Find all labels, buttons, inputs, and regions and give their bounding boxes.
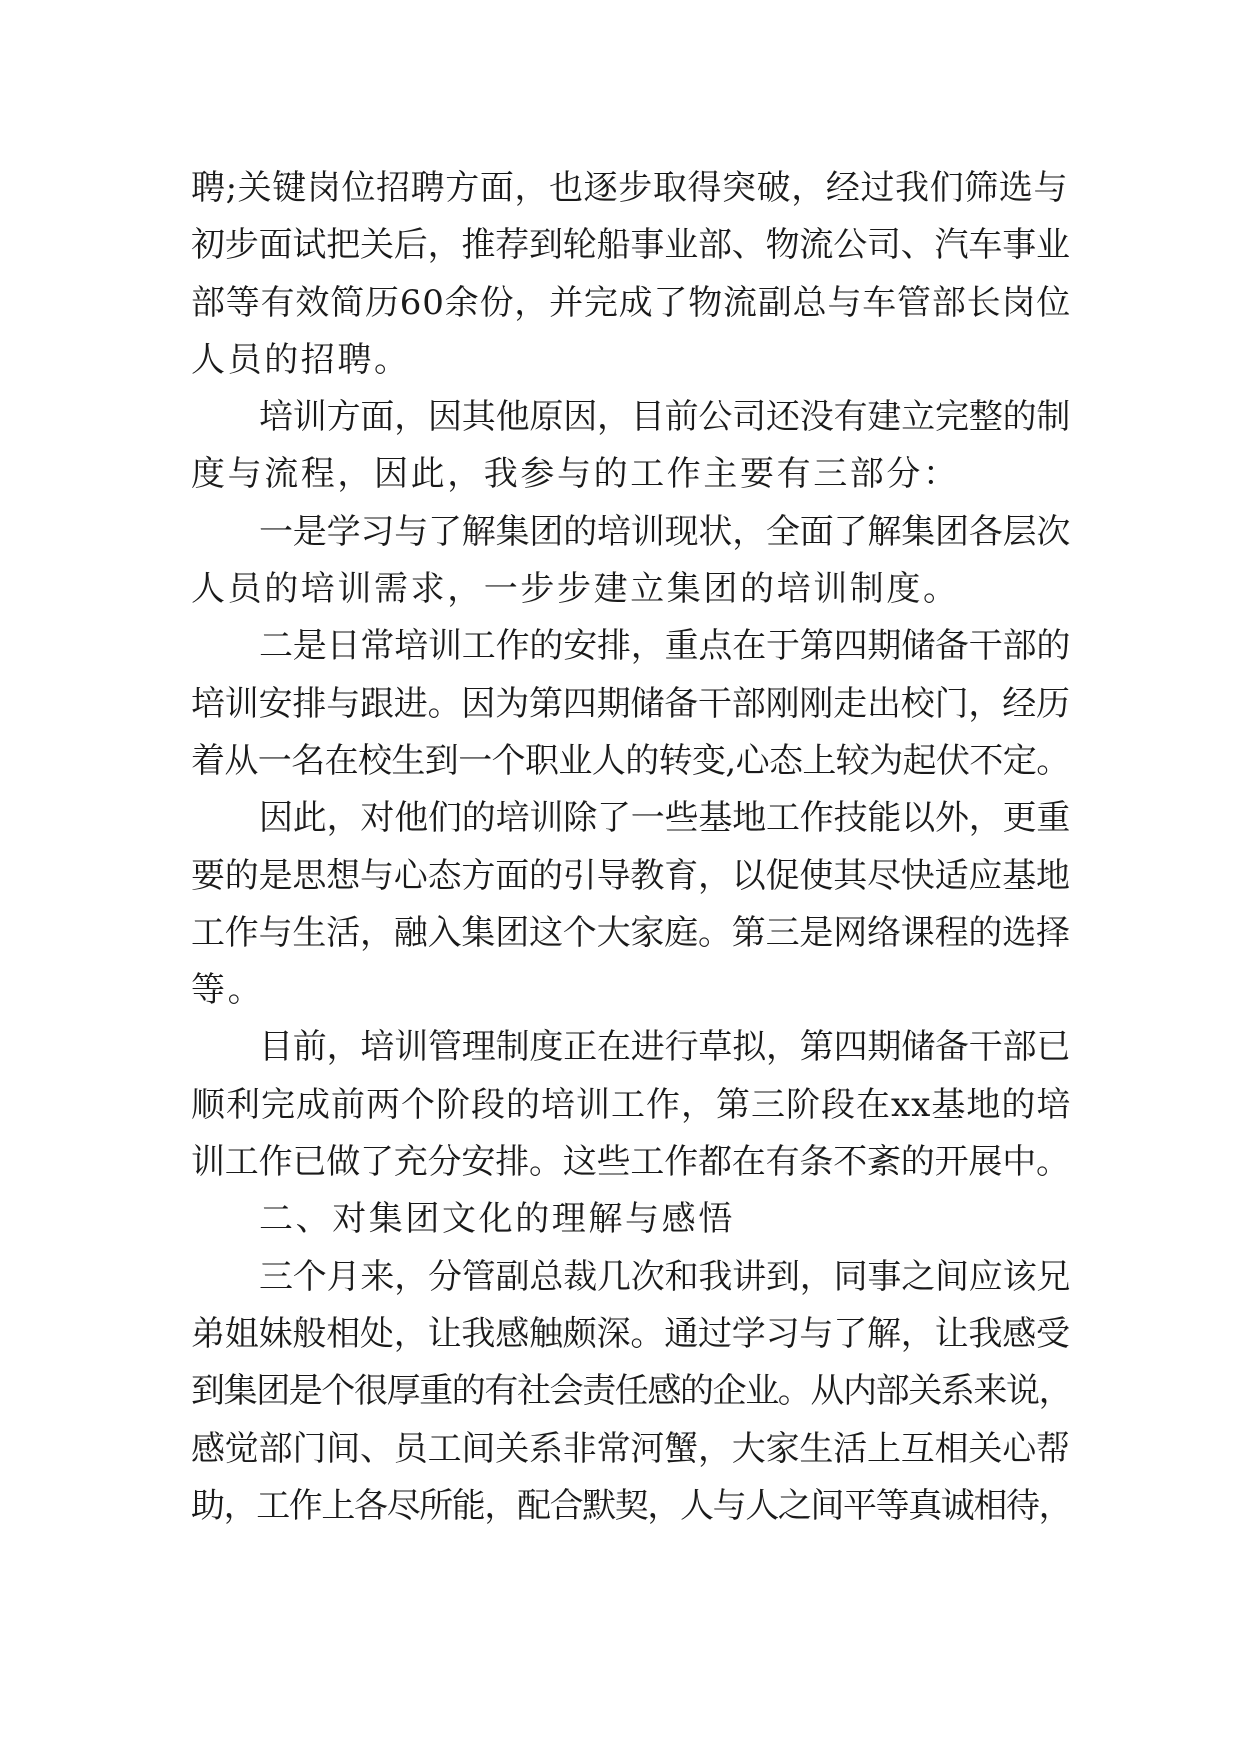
document-body bbox=[191, 160, 1071, 1535]
text-line: 着从一名在校生到一个职业人的转变,心态上较为起伏不定。 bbox=[191, 740, 1070, 781]
text-line: 度与流程，因此，我参与的工作主要有三部分： bbox=[191, 454, 960, 495]
text-line: 聘;关键岗位招聘方面，也逐步取得突破，经过我们筛选与 bbox=[191, 168, 1069, 208]
text-line: 部等有效简历60余份，并完成了物流副总与车管部长岗位 bbox=[191, 282, 1072, 323]
paragraph-first-line: 三个月来，分管副总裁几次和我讲到，同事之间应该兄 bbox=[259, 1256, 1071, 1297]
section-heading: 二、对集团文化的理解与感悟 bbox=[259, 1199, 735, 1240]
text-line: 工作与生活，融入集团这个大家庭。第三是网络课程的选择 bbox=[191, 912, 1070, 953]
text-line: 助，工作上各尽所能，配合默契，人与人之间平等真诚相待， bbox=[191, 1485, 1072, 1526]
text-line: 顺利完成前两个阶段的培训工作，第三阶段在xx基地的培 bbox=[191, 1084, 1072, 1125]
text-line: 训工作已做了充分安排。这些工作都在有条不紊的开展中。 bbox=[191, 1142, 1070, 1183]
text-line: 初步面试把关后，推荐到轮船事业部、物流公司、汽车事业 bbox=[191, 225, 1070, 266]
paragraph-first-line: 一是学习与了解集团的培训现状，全面了解集团各层次 bbox=[259, 511, 1071, 552]
text-line: 人员的招聘。 bbox=[191, 339, 411, 380]
text-line: 人员的培训需求，一步步建立集团的培训制度。 bbox=[191, 569, 960, 610]
text-line: 感觉部门间、员工间关系非常河蟹，大家生活上互相关心帮 bbox=[191, 1428, 1070, 1469]
paragraph-first-line: 因此，对他们的培训除了一些基地工作技能以外，更重 bbox=[259, 798, 1071, 839]
text-line: 到集团是个很厚重的有社会责任感的企业。从内部关系来说， bbox=[191, 1371, 1072, 1412]
paragraph-first-line: 培训方面，因其他原因，目前公司还没有建立完整的制 bbox=[259, 397, 1071, 438]
paragraph-first-line: 目前，培训管理制度正在进行草拟，第四期储备干部已 bbox=[259, 1027, 1071, 1068]
paragraph-first-line: 二是日常培训工作的安排，重点在于第四期储备干部的 bbox=[259, 626, 1071, 667]
text-line: 弟姐妹般相处，让我感触颇深。通过学习与了解，让我感受 bbox=[191, 1313, 1070, 1354]
text-line: 等。 bbox=[191, 970, 265, 1011]
text-line: 培训安排与跟进。因为第四期储备干部刚刚走出校门，经历 bbox=[191, 683, 1070, 724]
text-line: 要的是思想与心态方面的引导教育，以促使其尽快适应基地 bbox=[191, 855, 1070, 896]
